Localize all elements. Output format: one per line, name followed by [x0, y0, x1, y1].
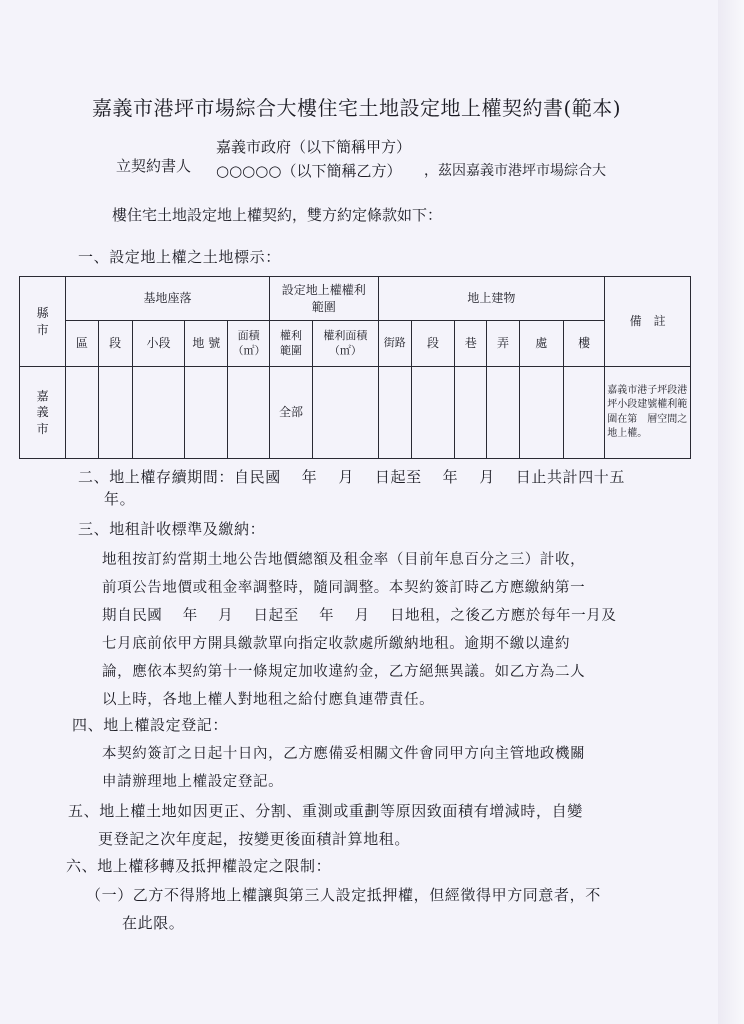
intro-line-2: 樓住宅土地設定地上權契約，雙方約定條款如下： — [112, 206, 443, 224]
section-3-line: 前項公告地價或租金率調整時，隨同調整。本契約簽訂時乙方應繳納第一 — [102, 580, 586, 596]
row-street — [378, 367, 411, 459]
building-section-header: 段 — [411, 321, 454, 367]
section-3-line: 以上時，各地上權人對地租之給付應負連帶責任。 — [102, 692, 435, 708]
row-floor — [563, 367, 604, 459]
section-5-line-2: 更登記之次年度起，按變更後面積計算地租。 — [98, 830, 411, 848]
section-4-line: 申請辦理地上權設定登記。 — [102, 774, 284, 790]
section-3-line: 論，應依本契約第十一條規定加收違約金，乙方絕無異議。如乙方為二人 — [102, 664, 586, 680]
section-3-line: 地租按訂約當期土地公告地價總額及租金率（目前年息百分之三）計收， — [102, 552, 586, 568]
intro-tail: ，茲因嘉義市港坪市場綜合大 — [424, 163, 606, 179]
right-scope-subheader: 權利範圍 — [269, 321, 312, 367]
row-right-scope: 全部 — [269, 367, 312, 459]
row-city: 嘉義市 — [20, 367, 66, 459]
lot-number-header: 地 號 — [185, 321, 228, 367]
street-header: 街路 — [378, 321, 411, 367]
section-6-heading: 六、地上權移轉及抵押權設定之限制： — [66, 857, 332, 875]
section-3-line: 期自民國 年 月 日起至 年 月 日地租，之後乙方應於每年一月及 — [102, 608, 617, 624]
row-lot — [185, 367, 228, 459]
section-4-heading: 四、地上權設定登記： — [72, 716, 229, 734]
party-b: ○○○○○（以下簡稱乙方） — [216, 162, 402, 180]
section-3-line: 七月底前依甲方開具繳款單向指定收款處所繳納地租。逾期不繳以違約 — [102, 636, 571, 652]
alley-header: 弄 — [487, 321, 519, 367]
document-title: 嘉義市港坪市場綜合大樓住宅土地設定地上權契約書(範本) — [92, 96, 622, 120]
row-remark: 嘉義市港子坪段港坪小段建號權利範圍在第 層空間之地上權。 — [605, 367, 691, 459]
section-header: 段 — [98, 321, 132, 367]
district-header: 區 — [66, 321, 98, 367]
subsection-header: 小段 — [132, 321, 184, 367]
row-bsection — [411, 367, 454, 459]
row-section — [98, 367, 132, 459]
section-3-heading: 三、地租計收標準及繳納： — [78, 520, 266, 538]
section-2-line-2: 年。 — [104, 490, 136, 508]
row-subsection — [132, 367, 184, 459]
row-place — [519, 367, 563, 459]
floor-header: 樓 — [563, 321, 604, 367]
section-2-line-1: 二、地上權存續期間：自民國 年 月 日起至 年 月 日止共計四十五 — [78, 468, 626, 486]
land-table — [19, 276, 691, 459]
page-edge — [718, 0, 744, 1024]
party-a: 嘉義市政府（以下簡稱甲方） — [216, 138, 412, 156]
area-header: 面積（㎡） — [228, 321, 269, 367]
row-right-area — [313, 367, 378, 459]
building-header: 地上建物 — [378, 277, 605, 321]
row-alley — [487, 367, 519, 459]
remark-header: 備 註 — [605, 277, 691, 367]
right-area-subheader: 權利面積（㎡） — [313, 321, 378, 367]
section-6-item-1-line-1: （一）乙方不得將地上權讓與第三人設定抵押權，但經徵得甲方同意者，不 — [86, 886, 601, 904]
lane-header: 巷 — [455, 321, 487, 367]
row-area — [228, 367, 269, 459]
section-5-line-1: 五、地上權土地如因更正、分割、重測或重劃等原因致面積有增減時，自變 — [68, 802, 583, 820]
row-lane — [455, 367, 487, 459]
section-4-line: 本契約簽訂之日起十日內，乙方應備妥相關文件會同甲方向主管地政機關 — [102, 746, 586, 762]
base-location-header: 基地座落 — [66, 277, 269, 321]
place-header: 處 — [519, 321, 563, 367]
section-1-heading: 一、設定地上權之土地標示： — [78, 248, 281, 266]
section-6-item-1-line-2: 在此限。 — [122, 914, 185, 932]
col-city-header: 縣市 — [20, 277, 66, 367]
right-scope-header: 設定地上權權利範圍 — [269, 277, 378, 321]
row-district — [66, 367, 98, 459]
parties-label: 立契約書人 — [116, 157, 192, 175]
